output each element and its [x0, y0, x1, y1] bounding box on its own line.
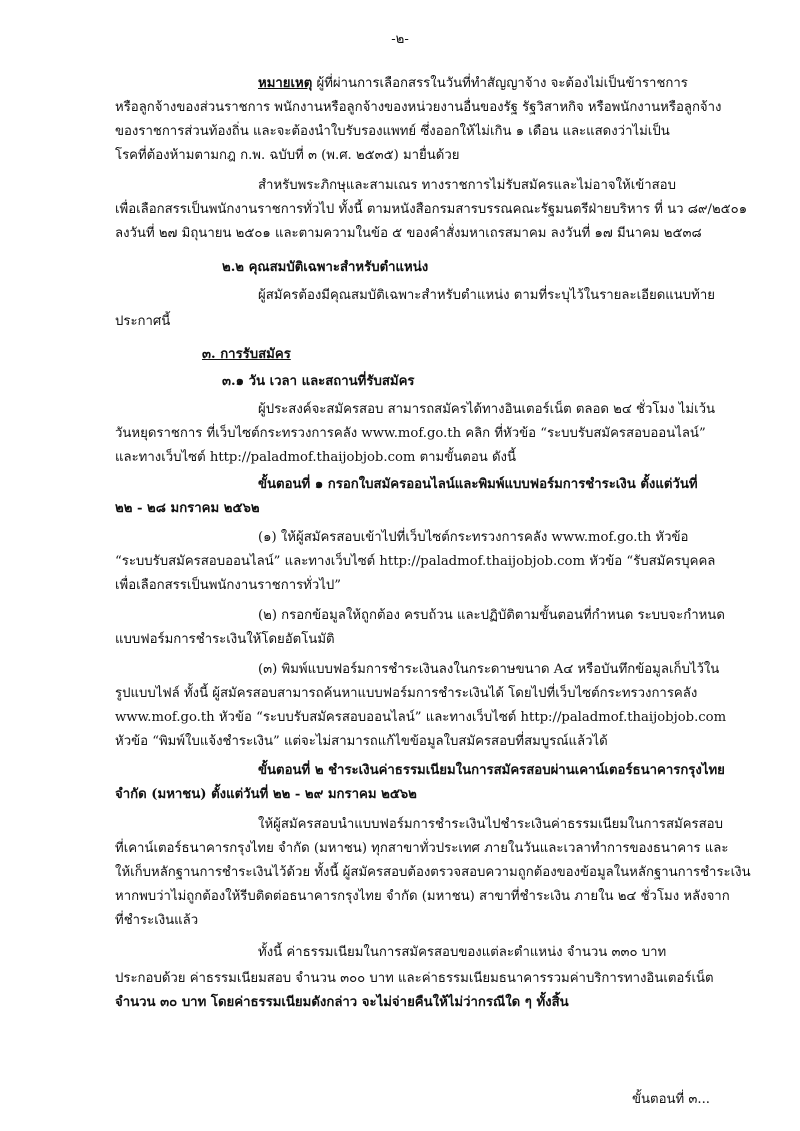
- section-3-intro-line: วันหยุดราชการ ที่เว็บไซต์กระทรวงการคลัง www.mof.go.th คลิก ที่หัวข้อ “ระบบรับสมัครสอบออนไลน์”: [115, 426, 706, 441]
- remark-line: โรคที่ต้องห้ามตามกฎ ก.พ. ฉบับที่ ๓ (พ.ศ. ๒๕๓๕) มายื่นด้วย: [115, 148, 460, 163]
- step-1-date-range: ๒๒ - ๒๘ มกราคม ๒๕๖๒: [115, 501, 260, 516]
- step-1-item-2-line: (๒) กรอกข้อมูลให้ถูกต้อง ครบถ้วน และปฏิบัติตามขั้นตอนที่กำหนด ระบบจะกำหนด: [258, 608, 725, 623]
- fee-line: ประกอบด้วย ค่าธรรมเนียมสอบ จำนวน ๓๐๐ บาท และค่าธรรมเนียมธนาคารรวมค่าบริการทางอินเตอร์เน็ต: [115, 971, 714, 986]
- step-1-item-1-line: “ระบบรับสมัครสอบออนไลน์” และทางเว็บไซต์ http://paladmof.thaijobjob.com หัวข้อ “รับสมัครบุคคล: [115, 554, 716, 569]
- remark-first-line: [258, 72, 688, 96]
- step-1-item-1-line: (๑) ให้ผู้สมัครสอบเข้าไปที่เว็บไซต์กระทรวงการคลัง www.mof.go.th หัวข้อ: [258, 530, 689, 545]
- step-2-date-range: จำกัด (มหาชน) ตั้งแต่วันที่ ๒๒ - ๒๙ มกราคม ๒๕๖๒: [115, 787, 417, 802]
- section-2-2-heading: ๒.๒ คุณสมบัติเฉพาะสำหรับตำแหน่ง: [222, 260, 429, 275]
- step-1-item-3-line: (๓) พิมพ์แบบฟอร์มการชำระเงินลงในกระดาษขนาด A๔ หรือบันทึกข้อมูลเก็บไว้ใน: [258, 662, 720, 677]
- step-1-item-1-line: เพื่อเลือกสรรเป็นพนักงานราชการทั่วไป”: [115, 578, 342, 593]
- page-number: -๒-: [391, 32, 409, 47]
- remark-label: หมายเหตุ: [258, 76, 313, 91]
- fee-line: ทั้งนี้ ค่าธรรมเนียมในการสมัครสอบของแต่ละตำแหน่ง จำนวน ๓๓๐ บาท: [258, 945, 667, 960]
- continuation-marker: ขั้นตอนที่ ๓...: [631, 1092, 710, 1107]
- step-1-item-3-line: www.mof.go.th หัวข้อ “ระบบรับสมัครสอบออนไลน์” และทางเว็บไซต์ http://paladmof.thaijobjob.com: [115, 710, 727, 725]
- fee-non-refundable-line: จำนวน ๓๐ บาท โดยค่าธรรมเนียมดังกล่าว จะไม่จ่ายคืนให้ไม่ว่ากรณีใด ๆ ทั้งสิ้น: [115, 995, 569, 1010]
- section-3-1-heading: ๓.๑ วัน เวลา และสถานที่รับสมัคร: [222, 374, 415, 389]
- section-3-intro-line: และทางเว็บไซต์ http://paladmof.thaijobjob.com ตามขั้นตอน ดังนี้: [115, 450, 516, 465]
- step-2-heading: ขั้นตอนที่ ๒ ชำระเงินค่าธรรมเนียมในการสมัครสอบผ่านเคาน์เตอร์ธนาคารกรุงไทย: [258, 763, 725, 778]
- monks-paragraph-line: ลงวันที่ ๒๗ มิถุนายน ๒๕๐๑ และตามความในข้อ ๕ ของคำสั่งมหาเถรสมาคม ลงวันที่ ๑๗ มีนาคม ๒๕๓๘: [115, 226, 702, 241]
- section-3-heading: ๓. การรับสมัคร: [202, 347, 291, 362]
- step-1-heading: ขั้นตอนที่ ๑ กรอกใบสมัครออนไลน์และพิมพ์แบบฟอร์มการชำระเงิน ตั้งแต่วันที่: [258, 477, 698, 492]
- step-2-body-line: ที่เคาน์เตอร์ธนาคารกรุงไทย จำกัด (มหาชน) ทุกสาขาทั่วประเทศ ภายในวันและเวลาทำการของธนาคาร และ: [115, 841, 729, 856]
- step-1-item-3-line: หัวข้อ “พิมพ์ใบแจ้งชำระเงิน” แต่จะไม่สามารถแก้ไขข้อมูลใบสมัครสอบที่สมบูรณ์แล้วได้: [115, 734, 608, 749]
- remark-line: ของราชการส่วนท้องถิ่น และจะต้องนำใบรับรองแพทย์ ซึ่งออกให้ไม่เกิน ๑ เดือน และแสดงว่าไม่เป็น: [115, 124, 670, 139]
- step-2-body-line: ที่ชำระเงินแล้ว: [115, 913, 199, 928]
- section-2-2-line: ประกาศนี้: [115, 314, 171, 329]
- step-1-item-2-line: แบบฟอร์มการชำระเงินให้โดยอัตโนมัติ: [115, 632, 335, 647]
- step-2-body-line: ให้ผู้สมัครสอบนำแบบฟอร์มการชำระเงินไปชำระเงินค่าธรรมเนียมในการสมัครสอบ: [258, 817, 723, 832]
- remark-line: หรือลูกจ้างของส่วนราชการ พนักงานหรือลูกจ้างของหน่วยงานอื่นของรัฐ รัฐวิสาหกิจ หรือพนักงานหรือลูกจ้าง: [115, 100, 722, 115]
- step-1-item-3-line: รูปแบบไฟล์ ทั้งนี้ ผู้สมัครสอบสามารถค้นหาแบบฟอร์มการชำระเงินได้ โดยไปที่เว็บไซต์กระทรวงการคลัง: [115, 686, 698, 701]
- section-2-2-line: ผู้สมัครต้องมีคุณสมบัติเฉพาะสำหรับตำแหน่ง ตามที่ระบุไว้ในรายละเอียดแนบท้าย: [258, 288, 715, 303]
- monks-paragraph-line: สำหรับพระภิกษุและสามเณร ทางราชการไม่รับสมัครและไม่อาจให้เข้าสอบ: [258, 178, 676, 193]
- remark-line: ผู้ที่ผ่านการเลือกสรรในวันที่ทำสัญญาจ้าง จะต้องไม่เป็นข้าราชการ: [316, 76, 688, 91]
- section-3-intro-line: ผู้ประสงค์จะสมัครสอบ สามารถสมัครได้ทางอินเตอร์เน็ต ตลอด ๒๔ ชั่วโมง ไม่เว้น: [258, 402, 716, 417]
- step-2-body-line: ให้เก็บหลักฐานการชำระเงินไว้ด้วย ทั้งนี้ ผู้สมัครสอบต้องตรวจสอบความถูกต้องของข้อมูลในหลักฐานการชำระเงิน: [115, 865, 751, 880]
- monks-paragraph-line: เพื่อเลือกสรรเป็นพนักงานราชการทั่วไป ทั้งนี้ ตามหนังสือกรมสารบรรณคณะรัฐมนตรีฝ่ายบริหาร ที่ นว ๘๙/๒๕๐๑: [115, 202, 748, 217]
- step-2-body-line: หากพบว่าไม่ถูกต้องให้รีบติดต่อธนาคารกรุงไทย จำกัด (มหาชน) สาขาที่ชำระเงิน ภายใน ๒๔ ชั่วโมง หลังจาก: [115, 889, 730, 904]
